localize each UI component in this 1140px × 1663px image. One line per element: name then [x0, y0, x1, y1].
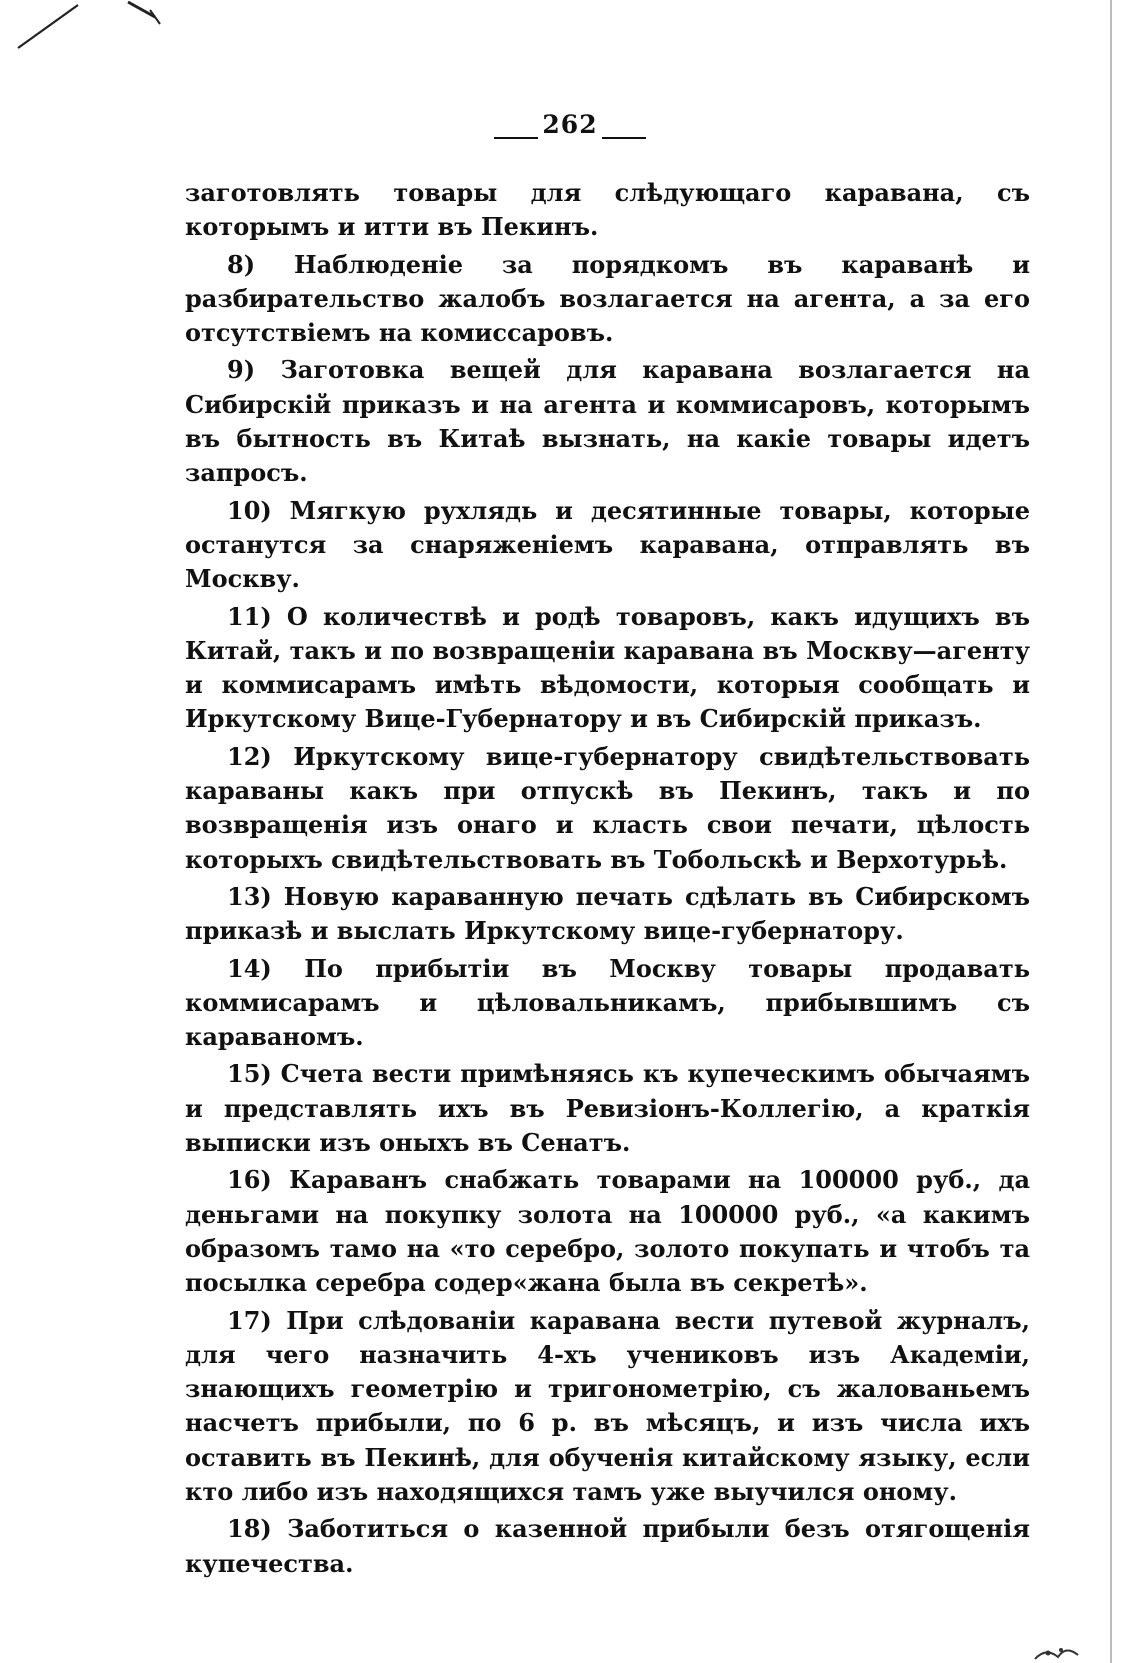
paragraph-10: 10) Мягкую рухлядь и десятинные товары, которые останутся за снаряженіемъ каравана, отправлять въ Москву.: [185, 495, 1030, 594]
paragraph-12: 12) Иркутскому вице-губернатору свидѣтельствовать караваны какъ при отпускѣ въ Пекинъ, такъ и по возвращенія изъ онаго и класть свои печати, цѣлость которыхъ свидѣтельствовать въ Тобольскѣ и Верхотурьѣ.: [185, 741, 1030, 874]
stamp-fragment-icon: [1030, 1635, 1100, 1663]
paragraph-8: 8) Наблюденіе за порядкомъ въ караванѣ и разбирательство жалобъ возлагается на агента, а за его отсутствіемъ на комиссаровъ.: [185, 249, 1030, 348]
paragraph-continuation: заготовлять товары для слѣдующаго каравана, съ которымъ и итти въ Пекинъ.: [185, 178, 1030, 242]
paragraph-13: 13) Новую караванную печать сдѣлать въ Сибирскомъ приказѣ и выслать Иркутскому вице-губернатору.: [185, 881, 1030, 946]
page-number-value: 262: [542, 110, 598, 139]
paragraph-15: 15) Счета вести примѣняясь къ купеческимъ обычаямъ и представлять ихъ въ Ревизіонъ-Коллегію, а краткія выписки изъ оныхъ въ Сенатъ.: [185, 1059, 1030, 1158]
paragraph-14: 14) По прибытіи въ Москву товары продавать коммисарамъ и цѣловальникамъ, прибывшимъ съ караваномъ.: [185, 953, 1030, 1052]
paragraph-9: 9) Заготовка вещей для каравана возлагается на Сибирскій приказъ и на агента и коммисаровъ, которымъ въ бытность въ Китаѣ вызнать, на какіе товары идетъ запросъ.: [185, 355, 1030, 488]
page-number: [0, 110, 1140, 139]
page-number-right-rule: [602, 111, 646, 139]
paragraph-16: 16) Караванъ снабжать товарами на 100000 руб., да деньгами на покупку золота на 100000 руб., «а какимъ образомъ тамо на «то серебро, золото покупать и чтобъ та посылка серебра содер«жана была въ секретѣ».: [185, 1165, 1030, 1298]
paragraph-11: 11) О количествѣ и родѣ товаровъ, какъ идущихъ въ Китай, такъ и по возвращеніи каравана въ Москву—агенту и коммисарамъ имѣть вѣдомости, которыя сообщать и Иркутскому Вице-Губернатору и въ Сибирскій приказъ.: [185, 601, 1030, 734]
document-body: [185, 176, 1030, 1581]
pencil-mark-icon: [0, 0, 220, 70]
paragraph-18: 18) Заботиться о казенной прибыли безъ отягощенія купечества.: [185, 1514, 1030, 1578]
page-edge-line: [1110, 0, 1112, 1663]
page-number-left-rule: [494, 111, 538, 139]
paragraph-17: 17) При слѣдованіи каравана вести путевой журналъ, для чего назначить 4-хъ учениковъ изъ Академіи, знающихъ геометрію и тригонометрію, съ жалованьемъ насчетъ прибыли, по 6 р. въ мѣсяцъ, и изъ числа ихъ оставить въ Пекинѣ, для обученія китайскому языку, если кто либо изъ находящихся тамъ уже выучился оному.: [185, 1305, 1030, 1506]
